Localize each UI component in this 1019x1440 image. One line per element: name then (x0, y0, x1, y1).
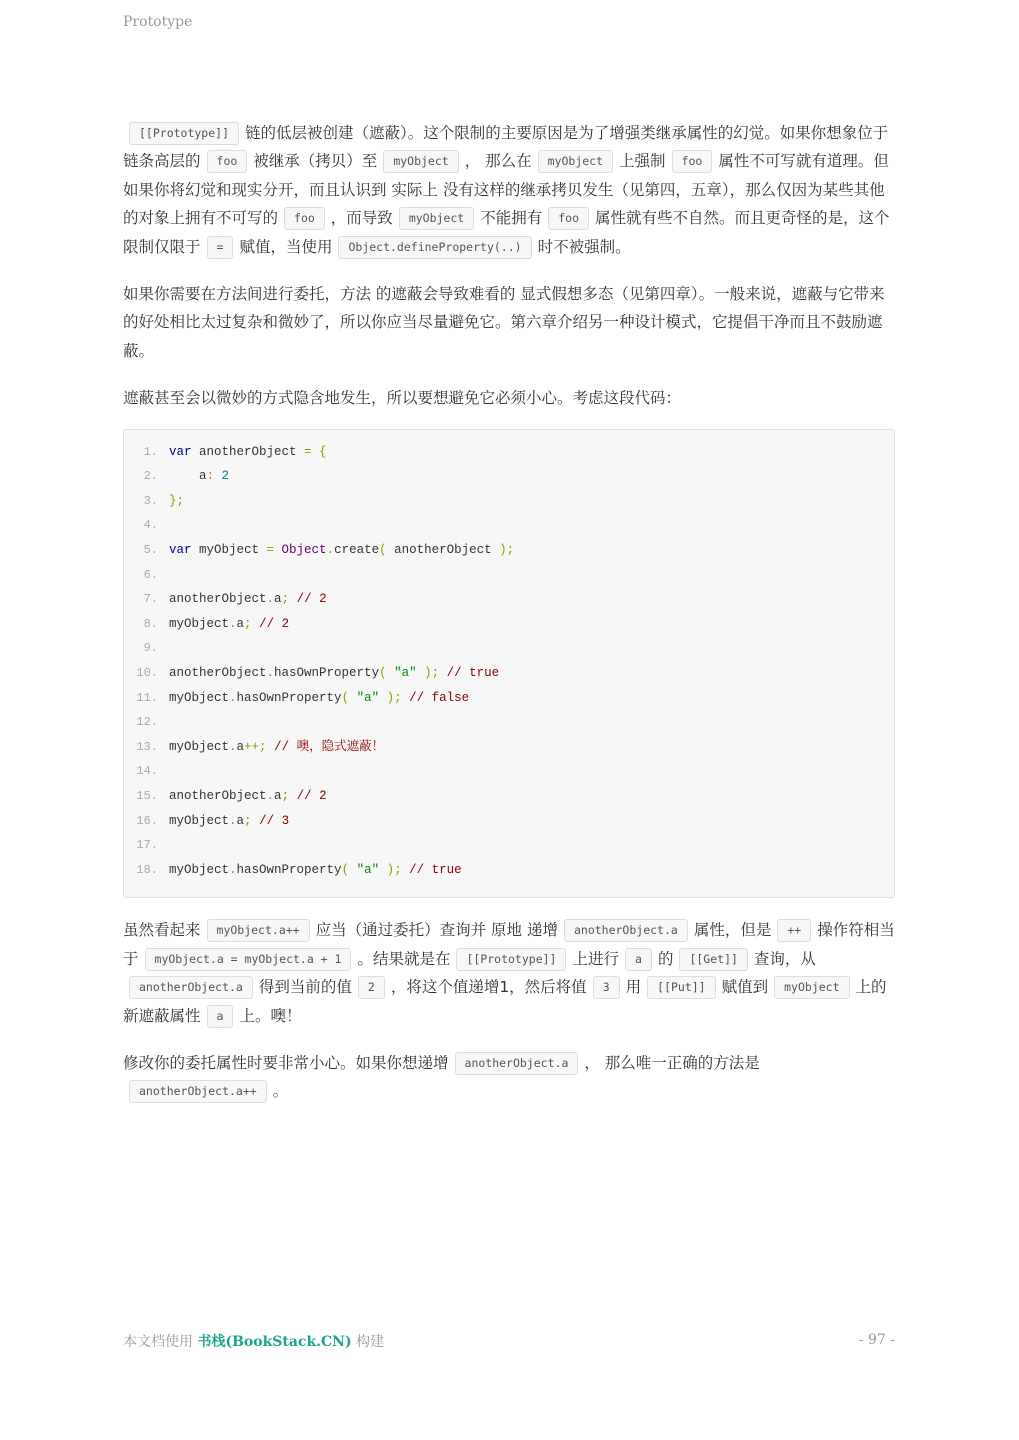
text-run: 修改你的委托属性时要非常小心。如果你想递增 (123, 1053, 449, 1072)
inline-code: foo (548, 207, 589, 230)
code-function: create (334, 543, 380, 558)
code-line (124, 710, 894, 735)
text-run: ，而导致 (330, 209, 393, 228)
code-line (124, 686, 894, 711)
text-run: 不能拥有 (480, 209, 543, 228)
line-number: 13. (136, 739, 158, 754)
line-number: 7. (143, 592, 158, 607)
text-run: 上的新遮蔽属性 (123, 978, 887, 1025)
inline-code: myObject (399, 207, 474, 230)
code-operator: . (229, 616, 237, 631)
text-run: 上强制 (619, 152, 666, 171)
inline-code: anotherObject.a (455, 1052, 579, 1075)
text-run: 。结果就是在 (357, 949, 451, 968)
line-number: 14. (136, 764, 158, 779)
code-line (124, 513, 894, 538)
text-run: 上进行 (572, 949, 619, 968)
code-identifier: myObject (169, 813, 230, 828)
code-function: hasOwnProperty (236, 862, 342, 877)
text-run: 属性就有些不自然。而且更奇怪的是，这个限制仅限于 (123, 209, 890, 256)
text-run: 用 (625, 978, 642, 997)
code-comment: // true (439, 666, 500, 680)
code-operator: . (266, 666, 275, 680)
text-run: 得到当前的值 (258, 978, 352, 997)
text-run: 时不被强制。 (537, 237, 631, 256)
code-comment: // 2 (289, 592, 327, 607)
code-operator: . (229, 862, 237, 877)
code-operator: . (229, 690, 237, 705)
code-line (124, 809, 894, 834)
line-number: 15. (136, 788, 158, 803)
line-number: 6. (143, 567, 158, 582)
code-operator: . (326, 543, 335, 558)
paragraph-increment-explanation (123, 916, 895, 1030)
code-comment: // 2 (251, 616, 290, 631)
text-run: 。 (272, 1082, 289, 1101)
text-run: ， 那么唯一正确的方法是 (584, 1053, 760, 1072)
code-line (124, 858, 894, 883)
inline-code: [[Prototype]] (129, 122, 239, 145)
code-identifier: myObject (169, 739, 230, 754)
page-content (123, 119, 895, 1125)
code-property: a (236, 813, 245, 828)
text-run: 操作符相当于 (123, 921, 895, 968)
text-run: ， 那么在 (464, 152, 532, 171)
code-identifier: anotherObject (386, 543, 500, 558)
code-line (124, 464, 894, 489)
code-identifier: anotherObject (169, 666, 267, 680)
code-operator: . (229, 739, 237, 754)
text-run: 虽然看起来 (123, 921, 201, 940)
inline-code: a (625, 948, 652, 971)
footer-brand-link[interactable]: 书栈(BookStack.CN) (197, 1334, 352, 1350)
line-number: 16. (136, 813, 158, 828)
code-identifier: myObject (169, 690, 230, 705)
code-builtin: Object (274, 543, 327, 558)
line-number: 11. (136, 690, 158, 705)
inline-code: myObject.a++ (207, 919, 310, 942)
code-function: hasOwnProperty (274, 666, 380, 680)
paragraph-method-delegation: 如果你需要在方法间进行委托，方法 的遮蔽会导致难看的 显式假想多态（见第四章）。一般来说，遮蔽与它带来的好处相比太过复杂和微妙了，所以你应当尽量避免它。第六章介绍另一种设计模式，它提倡干净而且不鼓励遮蔽。 (123, 285, 885, 360)
code-operator: ); (424, 666, 440, 680)
code-comment: // false (401, 690, 470, 705)
code-operator: ; (281, 592, 290, 607)
line-number: 8. (143, 616, 158, 631)
text-run: 应当（通过委托）查询并 原地 递增 (315, 921, 558, 940)
line-number: 3. (143, 493, 158, 508)
text-run: 查询，从 (753, 949, 816, 968)
code-line (124, 784, 894, 809)
footer-suffix: 构建 (351, 1334, 385, 1350)
text-run: 赋值，当使用 (239, 237, 333, 256)
text-run: ，将这个值递增1，然后将值 (390, 978, 587, 997)
inline-code: anotherObject.a++ (129, 1080, 267, 1103)
line-number: 1. (143, 444, 158, 459)
code-operator: ); (499, 543, 515, 558)
line-number: 5. (143, 543, 158, 558)
inline-code: foo (672, 150, 713, 173)
code-operator: ); (386, 690, 402, 705)
code-identifier: myObject (191, 543, 267, 558)
text-run: 被继承（拷贝）至 (253, 152, 378, 171)
inline-code: = (207, 236, 234, 259)
code-keyword: var (169, 444, 192, 459)
code-line (124, 563, 894, 588)
code-line (124, 759, 894, 784)
paragraph-shadowing-restriction (123, 119, 895, 261)
inline-code: myObject (538, 150, 613, 173)
inline-code: Object.defineProperty(..) (338, 236, 531, 259)
line-number: 18. (136, 862, 158, 877)
inline-code: [[Put]] (647, 976, 715, 999)
code-line (124, 587, 894, 612)
code-line (124, 440, 894, 465)
code-operator: = { (304, 444, 327, 459)
code-line (124, 661, 894, 686)
code-identifier: myObject (169, 862, 230, 877)
code-string: "a" (386, 666, 425, 680)
line-number: 9. (143, 641, 158, 656)
paragraph-implicit-shadowing: 遮蔽甚至会以微妙的方式隐含地发生，所以要想避免它必须小心。考虑这段代码： (123, 389, 682, 408)
inline-code: 2 (358, 976, 385, 999)
footer-credit (123, 1331, 384, 1351)
code-function: hasOwnProperty (236, 690, 342, 705)
code-comment: // 噢，隐式遮蔽！ (266, 739, 385, 754)
code-line (124, 735, 894, 760)
code-operator: ); (386, 862, 402, 877)
code-block (123, 429, 895, 899)
inline-code: 3 (593, 976, 620, 999)
line-number: 4. (143, 518, 158, 533)
line-number: 10. (136, 666, 158, 680)
code-keyword: var (169, 543, 192, 558)
text-run: 链的低层被创建（遮蔽）。这个限制的主要原因是为了增强类继承属性的幻觉。如果你想象位于链条高层的 (123, 124, 889, 171)
code-property: a (274, 788, 282, 803)
footer-prefix: 本文档使用 (123, 1334, 198, 1350)
code-identifier: anotherObject (191, 444, 305, 459)
code-identifier: anotherObject (169, 788, 267, 803)
code-string: "a" (349, 862, 387, 877)
code-line (124, 538, 894, 563)
code-operator: . (266, 592, 275, 607)
inline-code: [[Prototype]] (456, 948, 566, 971)
code-identifier: a (169, 469, 207, 484)
inline-code: myObject (774, 976, 849, 999)
code-operator: }; (169, 493, 185, 508)
code-operator: ( (341, 862, 350, 877)
code-comment: // 3 (251, 813, 290, 828)
line-number: 12. (136, 715, 158, 730)
code-operator: . (266, 788, 275, 803)
code-identifier: myObject (169, 616, 230, 631)
running-header: Prototype (123, 14, 193, 30)
inline-code: foo (207, 150, 248, 173)
inline-code: a (207, 1005, 234, 1028)
line-number: 2. (143, 469, 158, 484)
code-identifier: anotherObject (169, 592, 267, 607)
code-comment: // true (401, 862, 462, 877)
paragraph-careful-modification (123, 1049, 895, 1106)
code-property: a (274, 592, 282, 607)
code-operator: ; (244, 616, 252, 631)
code-operator: ; (244, 813, 252, 828)
text-run: 属性不可写就有道理。但如果你将幻觉和现实分开，而且认识到 实际上 没有这样的继承拷贝发生（见第四，五章），那么仅因为某些其他的对象上拥有不可写的 (123, 152, 889, 228)
code-operator: ( (379, 666, 387, 680)
code-comment: // 2 (289, 788, 327, 803)
inline-code: anotherObject.a (564, 919, 688, 942)
text-run: 属性，但是 (693, 921, 772, 940)
inline-code: anotherObject.a (129, 976, 253, 999)
code-operator: ( (379, 543, 387, 558)
page-number: - 97 - (858, 1332, 895, 1348)
line-number: 17. (136, 838, 158, 853)
code-line (124, 833, 894, 858)
code-line (124, 612, 894, 637)
code-operator: ; (281, 788, 290, 803)
text-run: 上。噢！ (239, 1006, 302, 1025)
inline-code: foo (284, 207, 325, 230)
text-run: 的 (657, 949, 674, 968)
code-property: a (236, 616, 245, 631)
inline-code: ++ (777, 919, 811, 942)
code-number: 2 (214, 469, 230, 484)
inline-code: myObject.a = myObject.a + 1 (145, 948, 352, 971)
code-property: a (236, 739, 245, 754)
text-run: 赋值到 (721, 978, 769, 997)
code-operator: ++; (244, 739, 267, 754)
code-string: "a" (349, 690, 387, 705)
code-line (124, 489, 894, 514)
code-operator: = (266, 543, 275, 558)
code-operator: ( (341, 690, 350, 705)
code-operator: : (206, 469, 215, 484)
code-line (124, 636, 894, 661)
inline-code: myObject (383, 150, 458, 173)
code-operator: . (229, 813, 237, 828)
inline-code: [[Get]] (679, 948, 747, 971)
